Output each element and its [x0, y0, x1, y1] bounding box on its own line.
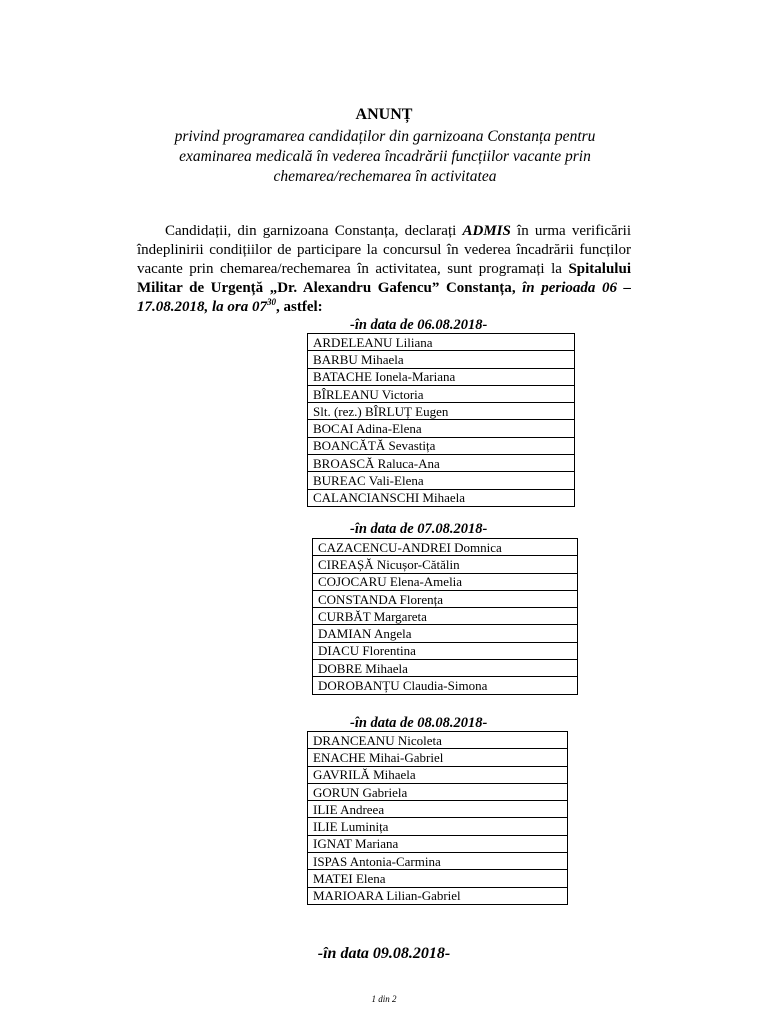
table-row — [308, 887, 568, 904]
table-row — [313, 590, 578, 607]
time-superscript: 30 — [267, 297, 277, 307]
table-row — [313, 660, 578, 677]
table-row — [313, 539, 578, 556]
name-cell: BUREAC Vali-Elena — [308, 472, 575, 489]
name-cell: ISPAS Antonia-Carmina — [308, 853, 568, 870]
name-cell: ENACHE Mihai-Gabriel — [308, 749, 568, 766]
name-cell: ILIE Andreea — [308, 801, 568, 818]
next-date-heading: -în data 09.08.2018- — [317, 945, 451, 962]
name-cell: GORUN Gabriela — [308, 783, 568, 800]
name-cell: CURBĂT Margareta — [313, 608, 578, 625]
name-cell: CIREAȘĂ Nicușor-Cătălin — [313, 556, 578, 573]
table-row — [308, 334, 575, 351]
announcement-title: ANUNȚ — [355, 106, 413, 123]
names-table-3 — [307, 731, 568, 905]
names-table-1 — [307, 333, 575, 507]
name-cell: DOROBANȚU Claudia-Simona — [313, 677, 578, 694]
intro-paragraph — [137, 222, 631, 317]
name-cell: BOANCĂTĂ Sevastița — [308, 437, 575, 454]
table-row — [308, 853, 568, 870]
name-cell: GAVRILĂ Mihaela — [308, 766, 568, 783]
table-row — [308, 385, 575, 402]
intro-text-2: în urma verificării îndeplinirii condițiilor de participare la concursul în vederea încadrării funcților vacante prin chemarea/rechemarea în activitatea, sunt programați la — [137, 223, 631, 277]
hospital-name: Spitalului Militar de Urgență „Dr. Alexandru Gafencu” Constanța — [137, 261, 631, 296]
table-row — [308, 455, 575, 472]
name-cell: BÎRLEANU Victoria — [308, 385, 575, 402]
table-row — [308, 472, 575, 489]
name-cell: CONSTANDA Florența — [313, 590, 578, 607]
table-row — [308, 351, 575, 368]
table-row — [308, 437, 575, 454]
intro-comma: , — [511, 280, 523, 296]
name-cell: BATACHE Ionela-Mariana — [308, 368, 575, 385]
table-row — [308, 420, 575, 437]
date-heading-1: -în data de 06.08.2018- — [350, 317, 488, 333]
names-table-2 — [312, 538, 578, 695]
name-cell: ARDELEANU Liliana — [308, 334, 575, 351]
table-row — [313, 642, 578, 659]
table-row — [308, 835, 568, 852]
name-cell: BOCAI Adina-Elena — [308, 420, 575, 437]
table-row — [308, 403, 575, 420]
table-row — [308, 368, 575, 385]
table-row — [308, 870, 568, 887]
period-text: în perioada 06 – 17.08.2018, la ora 07 — [137, 280, 632, 315]
table-row — [308, 801, 568, 818]
table-row — [308, 783, 568, 800]
table-row — [308, 818, 568, 835]
table-row — [308, 489, 575, 506]
name-cell: CALANCIANSCHI Mihaela — [308, 489, 575, 506]
name-cell: COJOCARU Elena-Amelia — [313, 573, 578, 590]
name-cell: Slt. (rez.) BÎRLUȚ Eugen — [308, 403, 575, 420]
name-cell: BROASCĂ Raluca-Ana — [308, 455, 575, 472]
table-row — [313, 608, 578, 625]
name-cell: CAZACENCU-ANDREI Domnica — [313, 539, 578, 556]
table-row — [308, 749, 568, 766]
intro-end: , astfel: — [276, 299, 323, 315]
name-cell: DOBRE Mihaela — [313, 660, 578, 677]
table-row — [308, 766, 568, 783]
table-row — [313, 677, 578, 694]
date-heading-3: -în data de 08.08.2018- — [350, 715, 488, 731]
table-row — [313, 573, 578, 590]
table-row — [313, 625, 578, 642]
name-cell: MARIOARA Lilian-Gabriel — [308, 887, 568, 904]
table-row — [313, 556, 578, 573]
name-cell: DRANCEANU Nicoleta — [308, 732, 568, 749]
admis-label: ADMIS — [462, 223, 511, 239]
name-cell: MATEI Elena — [308, 870, 568, 887]
name-cell: DAMIAN Angela — [313, 625, 578, 642]
name-cell: DIACU Florentina — [313, 642, 578, 659]
intro-text-1: Candidații, din garnizoana Constanța, declarați — [165, 223, 463, 239]
announcement-subtitle: privind programarea candidaților din garnizoana Constanța pentru examinarea medicală în vederea încadrării funcțiilor vacante prin chemarea/rechemarea în activitatea — [174, 128, 596, 185]
date-heading-2: -în data de 07.08.2018- — [350, 521, 488, 537]
name-cell: ILIE Luminița — [308, 818, 568, 835]
table-row — [308, 732, 568, 749]
name-cell: BARBU Mihaela — [308, 351, 575, 368]
page-number: 1 din 2 — [371, 994, 397, 1004]
name-cell: IGNAT Mariana — [308, 835, 568, 852]
